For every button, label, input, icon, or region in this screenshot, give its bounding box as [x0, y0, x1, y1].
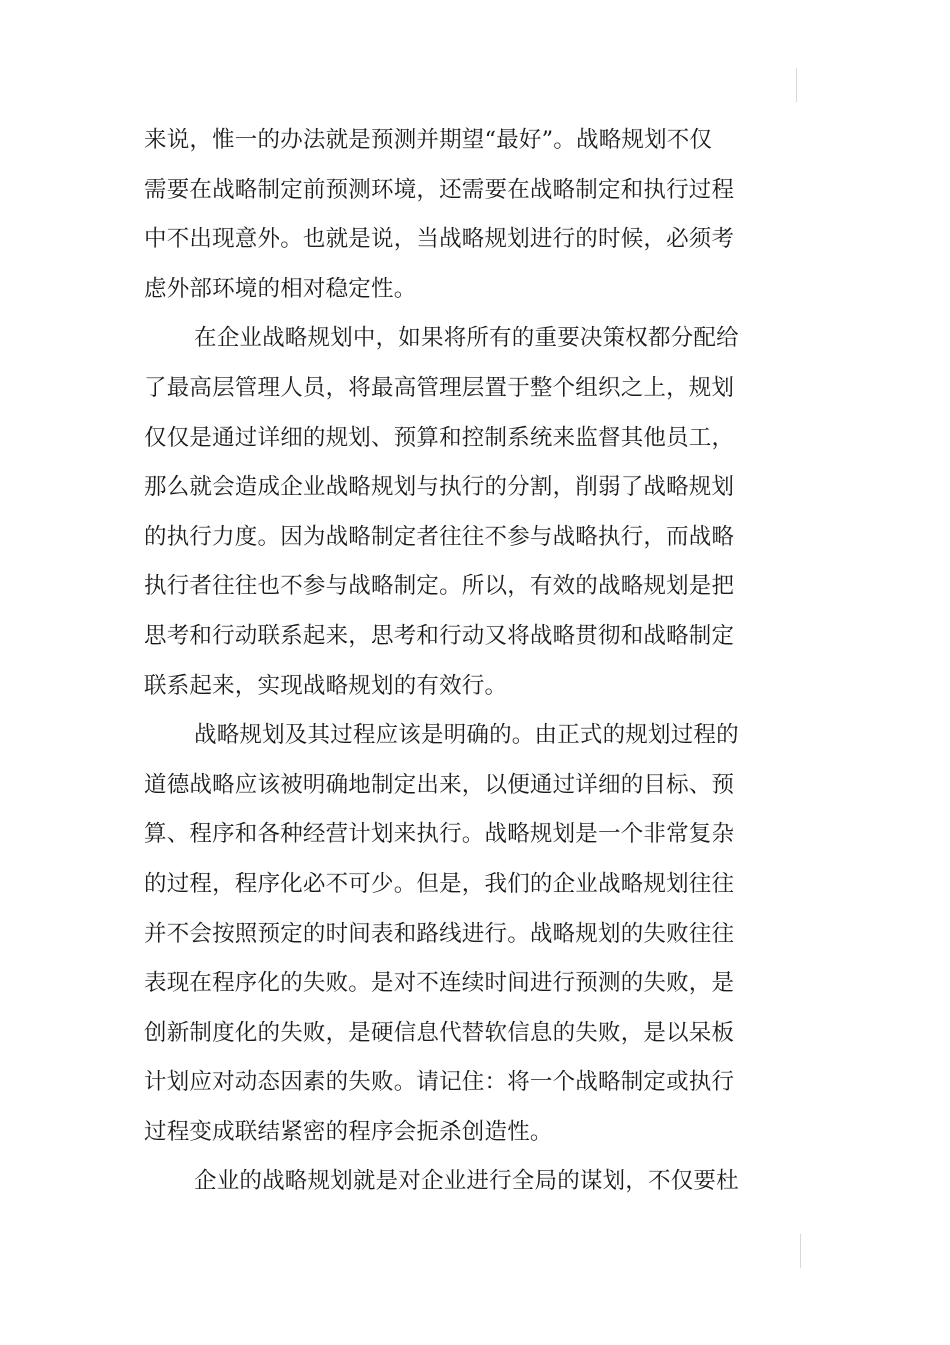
text-line: 那么就会造成企业战略规划与执行的分割，削弱了战略规划 [144, 474, 735, 501]
text-line: 计划应对动态因素的失败。请记住：将一个战略制定或执行 [144, 1069, 735, 1096]
crop-mark-top-right [796, 68, 797, 102]
text-line: 并不会按照预定的时间表和路线进行。战略规划的失败往往 [144, 920, 735, 947]
text-line: 过程变成联结紧密的程序会扼杀创造性。 [144, 1118, 553, 1145]
text-line: 的过程，程序化必不可少。但是，我们的企业战略规划往往 [144, 870, 735, 897]
text-line: 虑外部环境的相对稳定性。 [144, 275, 417, 302]
text-line: 中不出现意外。也就是说，当战略规划进行的时候，必须考 [144, 226, 735, 253]
text-line: 的执行力度。因为战略制定者往往不参与战略执行，而战略 [144, 523, 735, 550]
paragraph-first-line: 在企业战略规划中，如果将所有的重要决策权都分配给 [194, 325, 739, 352]
text-line: 道德战略应该被明确地制定出来，以便通过详细的目标、预 [144, 771, 735, 798]
text-line: 创新制度化的失败，是硬信息代替软信息的失败，是以呆板 [144, 1019, 735, 1046]
text-line: 算、程序和各种经营计划来执行。战略规划是一个非常复杂 [144, 821, 735, 848]
text-line: 联系起来，实现战略规划的有效行。 [144, 672, 508, 699]
text-line: 表现在程序化的失败。是对不连续时间进行预测的失败，是 [144, 970, 735, 997]
text-line: 需要在战略制定前预测环境，还需要在战略制定和执行过程 [144, 176, 735, 203]
text-line: 了最高层管理人员，将最高管理层置于整个组织之上，规划 [144, 374, 735, 401]
crop-mark-bottom-right [800, 1234, 801, 1268]
text-line: 仅仅是通过详细的规划、预算和控制系统来监督其他员工， [144, 424, 735, 451]
body-text [144, 116, 744, 1207]
paragraph-first-line: 企业的战略规划就是对企业进行全局的谋划，不仅要杜 [194, 1168, 739, 1195]
paragraph-first-line: 战略规划及其过程应该是明确的。由正式的规划过程的 [194, 722, 739, 749]
text-line: 思考和行动联系起来，思考和行动又将战略贯彻和战略制定 [144, 622, 735, 649]
text-line: 来说，惟一的办法就是预测并期望“最好”。战略规划不仅 [144, 127, 713, 153]
text-line: 执行者往往也不参与战略制定。所以，有效的战略规划是把 [144, 573, 735, 600]
